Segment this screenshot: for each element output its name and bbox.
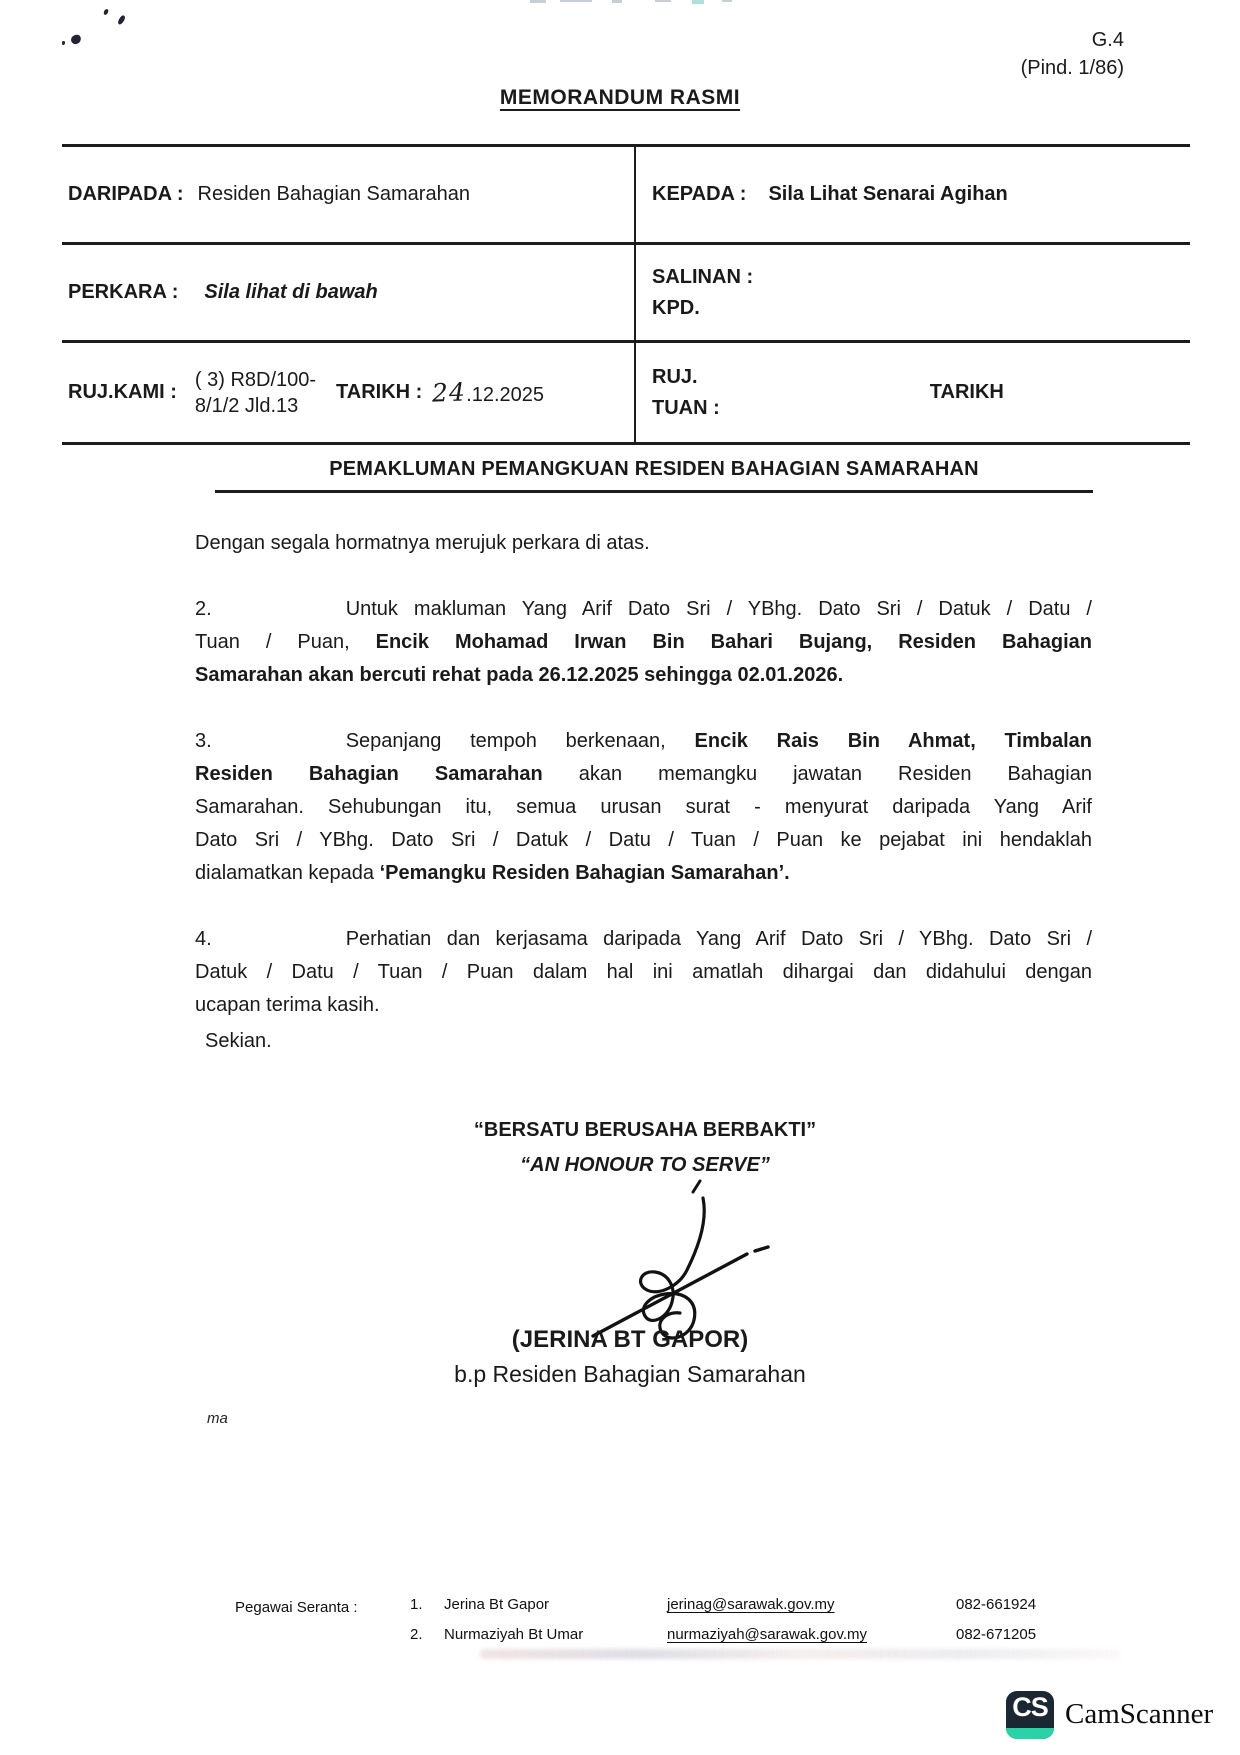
officer-row: [410, 1626, 1130, 1656]
paragraph-line: 4. Perhatian dan kerjasama daripada Yang Arif Dato Sri / YBhg. Dato Sri /: [195, 928, 1092, 950]
daripada-value: Residen Bahagian Samarahan: [197, 183, 470, 205]
scan-edge-mark: [722, 0, 732, 2]
officer-phone: 082-661924: [956, 1596, 1037, 1613]
paragraph-line: Samarahan. Sehubungan itu, semua urusan surat - menyurat daripada Yang Arif: [195, 796, 1092, 818]
perkara-value: Sila lihat di bawah: [204, 281, 378, 303]
ruj-kami-cell: [62, 343, 634, 442]
kepada-label: KEPADA :: [652, 183, 747, 205]
ink-speck: [70, 34, 82, 45]
scan-edge-mark: [692, 0, 704, 4]
kepada-value: Sila Lihat Senarai Agihan: [768, 183, 1008, 205]
footer-officers: [410, 1596, 1130, 1656]
ink-speck: [103, 8, 109, 15]
table-row: [62, 147, 1190, 245]
officer-email: nurmaziyah@sarawak.gov.my: [667, 1626, 868, 1643]
paragraph-line: 2. Untuk makluman Yang Arif Dato Sri / YBhg. Dato Sri / Datuk / Datu /: [195, 598, 1092, 620]
memo-header-table: [62, 144, 1190, 445]
officer-number: 2.: [410, 1626, 423, 1643]
daripada-label: DARIPADA :: [68, 183, 184, 205]
paragraph: [195, 527, 1092, 560]
ruj-kami-value: ( 3) R8D/100- 8/1/2 Jld.13: [194, 368, 317, 417]
camscanner-wordmark: CamScanner: [1065, 1698, 1214, 1730]
signatory-name: (JERINA BT GAPOR): [511, 1326, 749, 1353]
document-title: MEMORANDUM RASMI: [499, 86, 741, 109]
daripada-cell: [62, 147, 634, 242]
officer-number: 1.: [410, 1596, 423, 1613]
tarikh-value: 24.12.2025: [431, 377, 544, 408]
tarikh-right-label: TARIKH: [929, 381, 1004, 403]
handwritten-day: 24: [431, 377, 467, 408]
closing-word: Sekian.: [205, 1030, 272, 1052]
typist-initials: ma: [207, 1410, 228, 1427]
officer-phone: 082-671205: [956, 1626, 1037, 1643]
body-paragraphs: [195, 527, 1092, 1055]
motto-line-1: “BERSATU BERUSAHA BERBAKTI”: [473, 1119, 817, 1141]
camscanner-icon-letters: CS: [1012, 1692, 1048, 1722]
officer-row: [410, 1596, 1130, 1626]
paragraph-line: Datuk / Datu / Tuan / Puan dalam hal ini amatlah dihargai dan didahului dengan: [195, 961, 1092, 983]
scan-edge-mark: [560, 0, 592, 2]
ruj-tuan-line2: TUAN :: [652, 396, 720, 419]
salinan-label: SALINAN :: [652, 265, 754, 288]
form-code-block: [1021, 26, 1124, 82]
kepada-cell: [634, 147, 1190, 242]
paragraph: [195, 593, 1092, 692]
footer-label: Pegawai Seranta :: [235, 1599, 358, 1616]
officer-name: Jerina Bt Gapor: [444, 1596, 550, 1613]
scan-edge-mark: [612, 0, 622, 3]
ruj-tuan-cell: [634, 343, 1190, 442]
kpd-label: KPD.: [652, 296, 700, 319]
signatory-on-behalf: b.p Residen Bahagian Samarahan: [454, 1361, 806, 1387]
ruj-kami-label: RUJ.KAMI :: [68, 381, 177, 403]
scan-edge-mark: [655, 0, 671, 2]
ink-speck: [117, 14, 126, 25]
ruj-tuan-line1: RUJ.: [652, 365, 698, 388]
officer-name: Nurmaziyah Bt Umar: [444, 1626, 584, 1643]
signatory-block: [380, 1323, 880, 1391]
perkara-cell: [62, 245, 634, 340]
scan-edge-mark: [530, 0, 546, 3]
paragraph-line: Dato Sri / YBhg. Dato Sri / Datuk / Datu / Tuan / Puan ke pejabat ini hendaklah: [195, 829, 1092, 851]
motto-block: [195, 1113, 1095, 1183]
table-row: [62, 343, 1190, 445]
camscanner-icon-accent: [1006, 1728, 1054, 1739]
paragraph-line: Samarahan akan bercuti rehat pada 26.12.2025 sehingga 02.01.2026.: [195, 664, 844, 686]
officer-email: jerinag@sarawak.gov.my: [667, 1596, 835, 1613]
paragraph: [195, 923, 1092, 1022]
paragraph-line: dialamatkan kepada ‘Pemangku Residen Bahagian Samarahan’.: [195, 862, 790, 884]
paragraph-line: Tuan / Puan, Encik Mohamad Irwan Bin Bahari Bujang, Residen Bahagian: [195, 631, 1092, 653]
perkara-label: PERKARA :: [68, 281, 179, 303]
table-row: [62, 245, 1190, 343]
paragraph-line: Dengan segala hormatnya merujuk perkara di atas.: [195, 532, 650, 554]
motto-line-2: “AN HONOUR TO SERVE”: [520, 1154, 770, 1176]
signature-scribble: [535, 1178, 780, 1343]
paragraph: [195, 725, 1092, 890]
paragraph-line: ucapan terima kasih.: [195, 994, 380, 1016]
ink-speck: [62, 41, 65, 45]
paragraph-line: Residen Bahagian Samarahan akan memangku jawatan Residen Bahagian: [195, 763, 1092, 785]
form-code: G.4: [1091, 29, 1124, 51]
subject-title: PEMAKLUMAN PEMANGKUAN RESIDEN BAHAGIAN SAMARAHAN: [215, 458, 1093, 493]
form-revision: (Pind. 1/86): [1020, 57, 1124, 79]
salinan-cell: [634, 245, 1190, 340]
tarikh-label: TARIKH :: [336, 381, 423, 403]
camscanner-icon: [1006, 1691, 1054, 1739]
paragraph-line: 3. Sepanjang tempoh berkenaan, Encik Rais Bin Ahmat, Timbalan: [195, 730, 1092, 752]
